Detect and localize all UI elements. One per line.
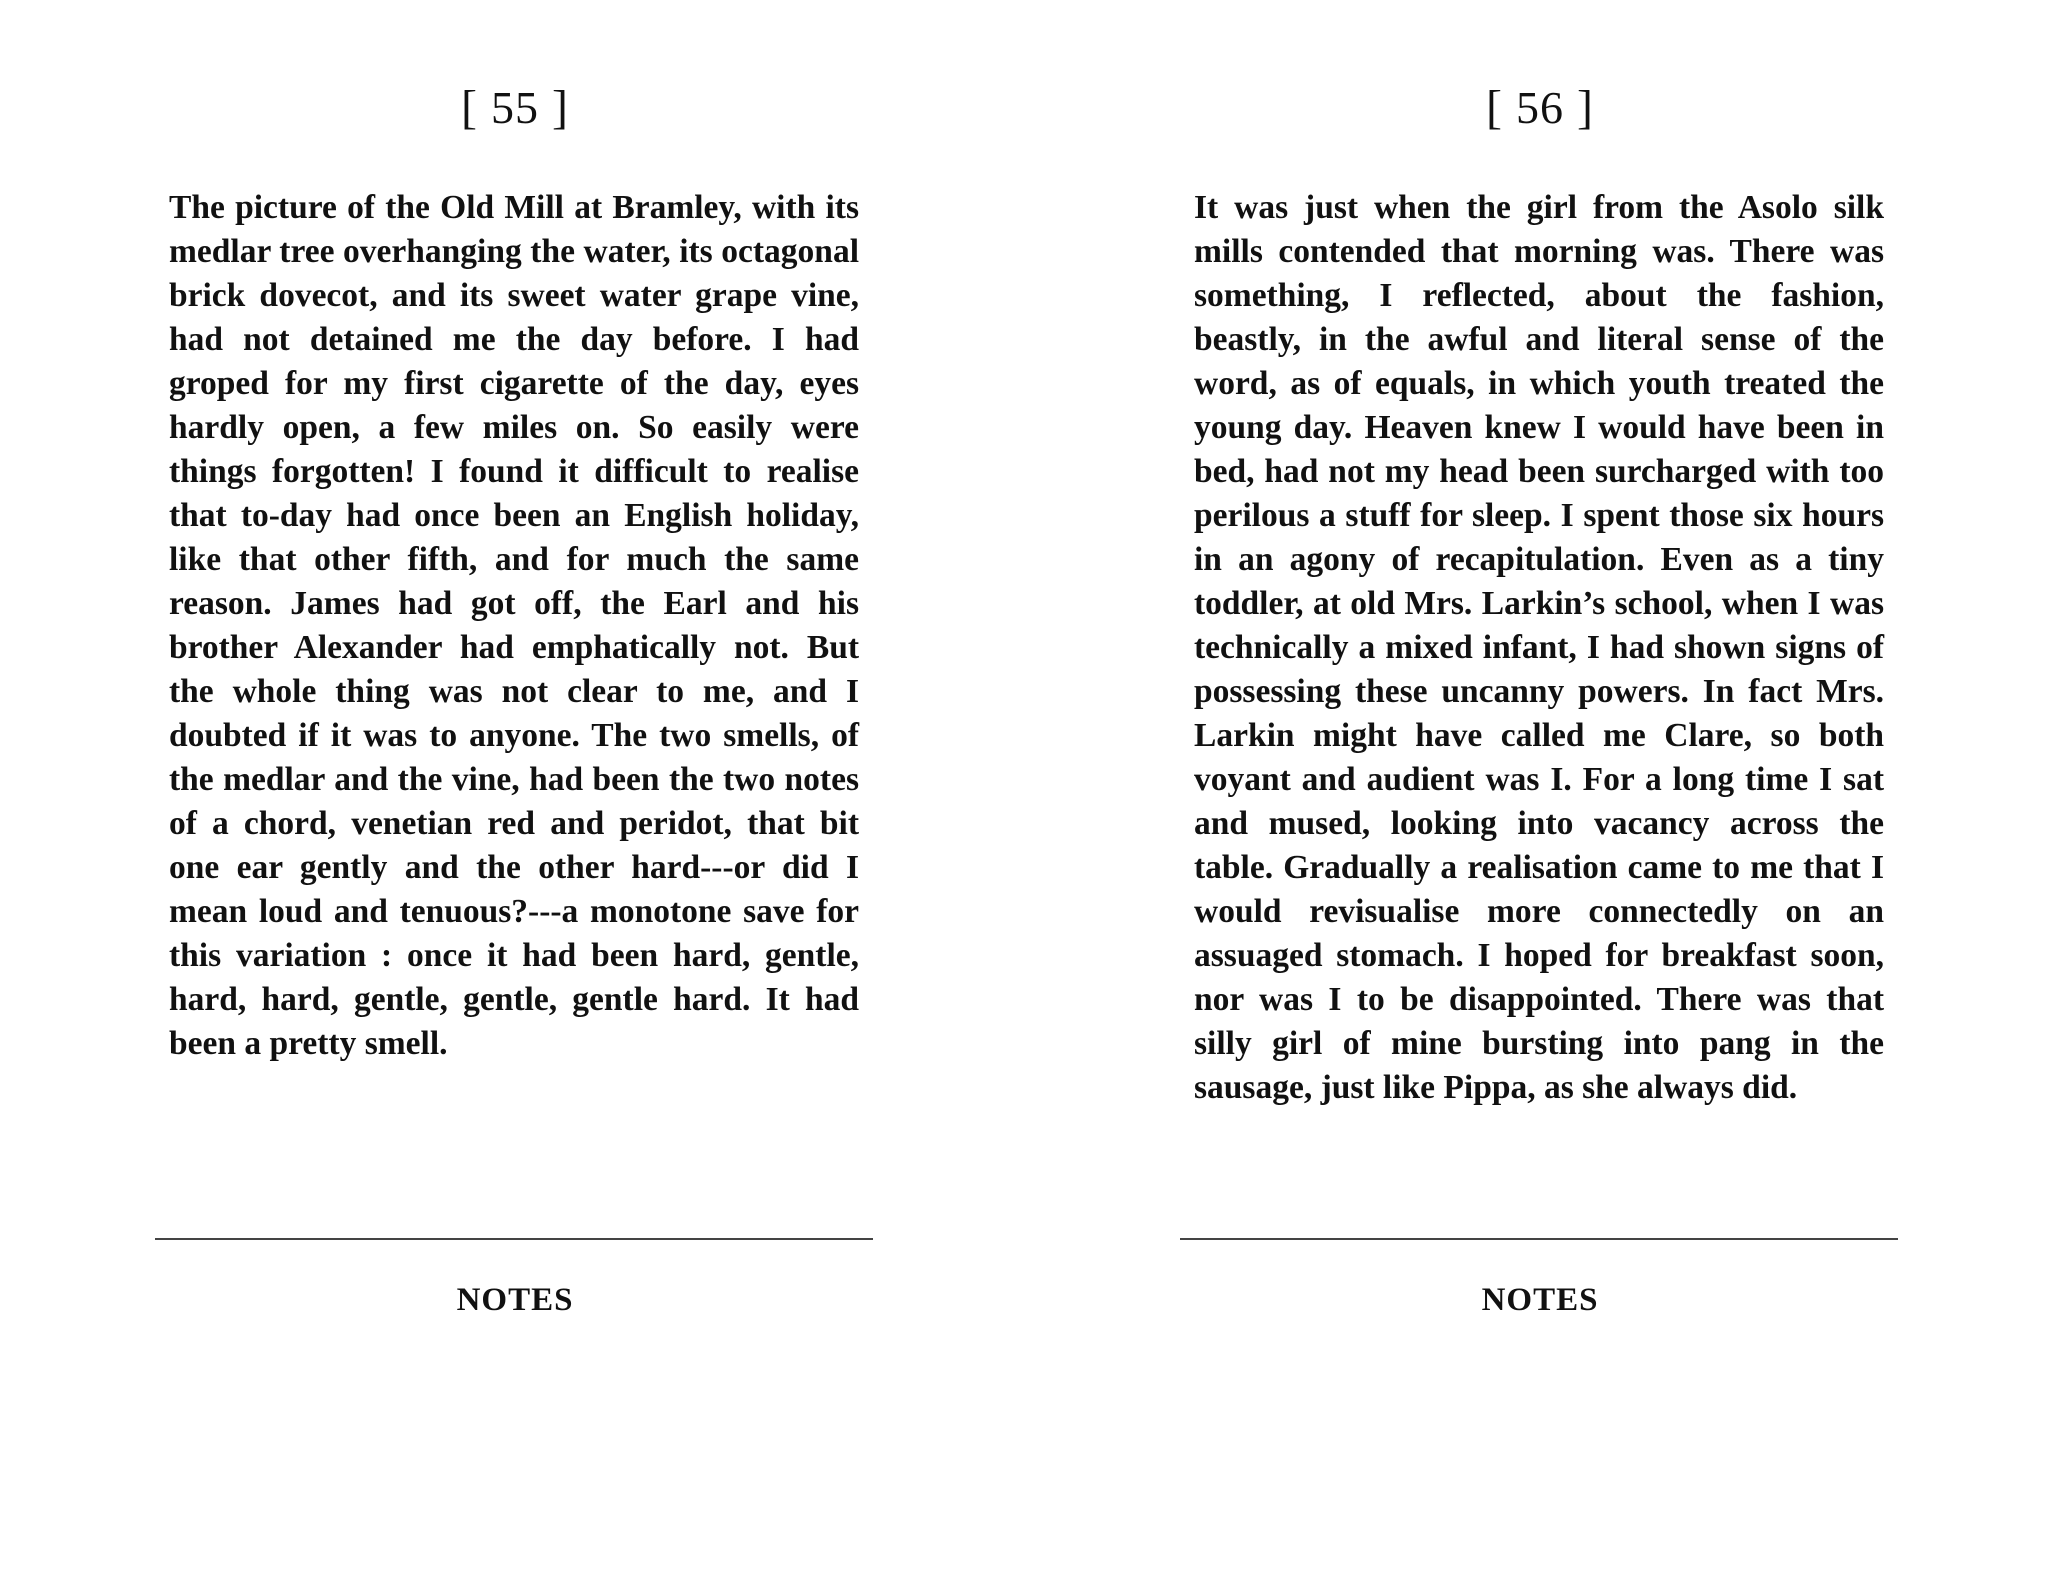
page-number — [155, 80, 875, 135]
body-paragraph: It was just when the girl from the Asolo silk mills contended that morning was. There was something, I reflected, about the fashion, beastly, in the awful and literal sense of the word, as of equals, in which youth treated the young day. Heaven knew I would have been in bed, had not my head been surcharged with too perilous a stuff for sleep. I spent those six hours in an agony of recapitulation. Even as a tiny toddler, at old Mrs. Larkin’s school, when I was technically a mixed infant, I had shown signs of possessing these uncanny powers. In fact Mrs. Larkin might have called me Clare, so both voyant and audient was I. For a long time I sat and mused, looking into vacancy across the table. Gradually a realisation came to me that I would revisualise more connectedly on an assuaged stomach. I hoped for breakfast soon, nor was I to be disappointed. There was that silly girl of mine bursting into pang in the sausage, just like Pippa, as she always did. — [1194, 189, 1884, 1106]
page-number-value: 56 — [1516, 82, 1564, 133]
notes-heading: NOTES — [1481, 1282, 1599, 1318]
left-page — [155, 0, 875, 1582]
page-number-open-bracket: [ — [1486, 81, 1503, 134]
notes-divider — [1180, 1238, 1898, 1240]
page-number-value: 55 — [491, 82, 539, 133]
page-number-close-bracket: ] — [552, 81, 569, 134]
notes-divider — [155, 1238, 873, 1240]
page-number-close-bracket: ] — [1577, 81, 1594, 134]
page-number — [1180, 80, 1900, 135]
body-paragraph: The picture of the Old Mill at Bramley, with its medlar tree overhanging the water, its octagonal brick dovecot, and its sweet water grape vine, had not detained me the day before. I had groped for my first cigarette of the day, eyes hardly open, a few miles on. So easily were things forgotten! I found it difficult to realise that to-day had once been an English holiday, like that other fifth, and for much the same reason. James had got off, the Earl and his brother Alexander had emphatically not. But the whole thing was not clear to me, and I doubted if it was to anyone. The two smells, of the medlar and the vine, had been the two notes of a chord, venetian red and peridot, that bit one ear gently and the other hard---or did I mean loud and tenuous?---a monotone save for this variation : once it had been hard, gentle, hard, hard, gentle, gentle, gentle hard. It had been a pretty smell. — [169, 189, 859, 1062]
notes-heading: NOTES — [456, 1282, 574, 1318]
right-page — [1180, 0, 1900, 1582]
page-number-open-bracket: [ — [461, 81, 478, 134]
